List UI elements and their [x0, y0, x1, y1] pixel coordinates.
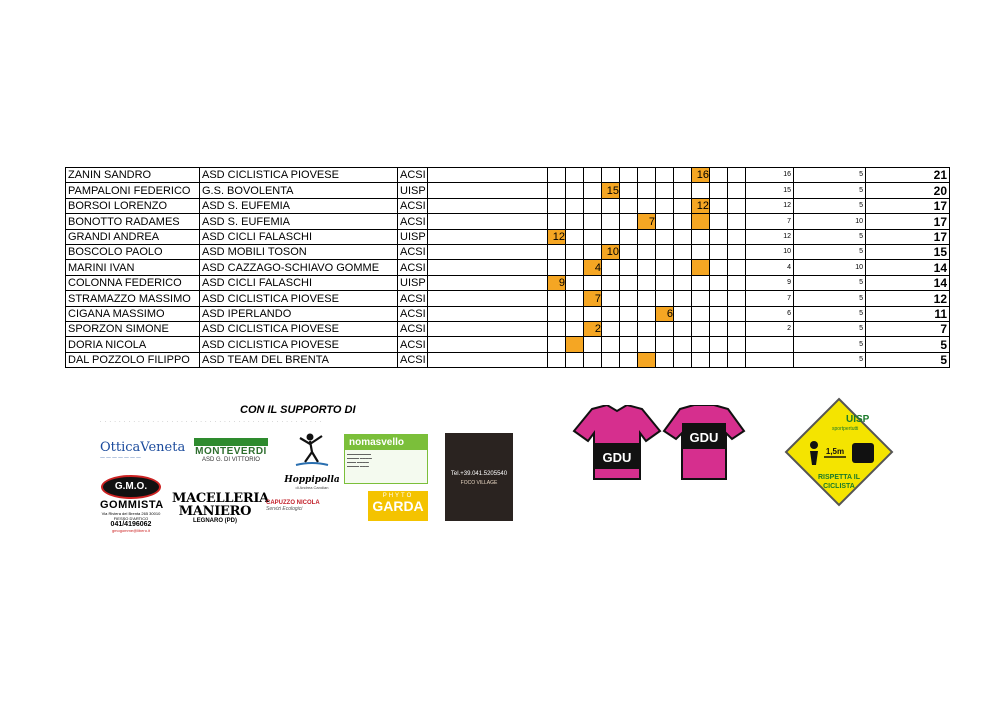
rider-name-cell: DORIA NICOLA: [66, 337, 200, 352]
empty-cell: [428, 198, 548, 213]
total-cell: 11: [866, 306, 950, 321]
rider-name-cell: MARINI IVAN: [66, 260, 200, 275]
race-points-cell: [566, 306, 584, 321]
points-cell: 15: [746, 183, 794, 198]
race-points-cell: [566, 229, 584, 244]
ottica-veneta-logo: OtticaVeneta ———————: [100, 440, 186, 461]
empty-cell: [428, 229, 548, 244]
participation-cell: 10: [794, 214, 866, 229]
race-points-cell: [692, 321, 710, 336]
race-points-cell: [566, 244, 584, 259]
race-points-cell: [548, 198, 566, 213]
team-cell: ASD S. EUFEMIA: [200, 198, 398, 213]
race-points-cell: [602, 198, 620, 213]
uisp-line1: RISPETTA IL: [818, 474, 860, 481]
race-points-cell: [674, 352, 692, 367]
race-points-cell: [566, 337, 584, 352]
race-points-cell: [710, 260, 728, 275]
race-points-cell: [656, 168, 674, 183]
race-points-cell: [548, 291, 566, 306]
race-points-cell: 7: [584, 291, 602, 306]
team-cell: ASD CAZZAGO-SCHIAVO GOMME: [200, 260, 398, 275]
rider-name-cell: BOSCOLO PAOLO: [66, 244, 200, 259]
empty-cell: [428, 275, 548, 290]
race-points-cell: [674, 198, 692, 213]
race-points-cell: [584, 337, 602, 352]
table-row: [66, 306, 950, 321]
race-points-cell: [656, 337, 674, 352]
race-points-cell: [656, 214, 674, 229]
race-points-cell: [710, 183, 728, 198]
organization-cell: UISP: [398, 229, 428, 244]
race-points-cell: [620, 244, 638, 259]
participation-cell: 5: [794, 275, 866, 290]
race-points-cell: [692, 229, 710, 244]
uisp-rispetta-ciclista-sign: [784, 397, 894, 507]
race-points-cell: 16: [692, 168, 710, 183]
race-points-cell: [638, 352, 656, 367]
race-points-cell: [584, 214, 602, 229]
race-points-cell: [656, 229, 674, 244]
spacer-cell: [728, 260, 746, 275]
race-points-cell: [548, 260, 566, 275]
team-cell: ASD CICLISTICA PIOVESE: [200, 291, 398, 306]
organization-cell: ACSI: [398, 198, 428, 213]
race-points-cell: [656, 198, 674, 213]
race-points-cell: [692, 352, 710, 367]
race-points-cell: [602, 291, 620, 306]
race-points-cell: [602, 306, 620, 321]
empty-cell: [428, 321, 548, 336]
total-cell: 7: [866, 321, 950, 336]
table-row: [66, 183, 950, 198]
jersey-back-text: GDU: [689, 430, 719, 445]
race-points-cell: [548, 168, 566, 183]
race-points-cell: [674, 306, 692, 321]
race-points-cell: [692, 337, 710, 352]
race-points-cell: [710, 168, 728, 183]
organization-cell: ACSI: [398, 244, 428, 259]
race-points-cell: [566, 260, 584, 275]
team-cell: ASD CICLISTICA PIOVESE: [200, 321, 398, 336]
race-points-cell: [602, 337, 620, 352]
race-points-cell: [584, 168, 602, 183]
points-cell: 6: [746, 306, 794, 321]
race-points-cell: [656, 260, 674, 275]
participation-cell: 5: [794, 352, 866, 367]
empty-cell: [428, 291, 548, 306]
phyto-garda-logo: PHYTO GARDA: [368, 491, 428, 521]
race-points-cell: 15: [602, 183, 620, 198]
race-points-cell: [566, 321, 584, 336]
race-points-cell: [710, 352, 728, 367]
table-row: [66, 229, 950, 244]
jersey-front-image: [572, 405, 662, 481]
race-points-cell: [710, 275, 728, 290]
race-points-cell: [710, 291, 728, 306]
race-points-cell: [602, 275, 620, 290]
race-points-cell: [566, 275, 584, 290]
race-points-cell: [584, 198, 602, 213]
race-points-cell: [548, 306, 566, 321]
points-cell: 12: [746, 198, 794, 213]
race-points-cell: [620, 306, 638, 321]
rider-name-cell: COLONNA FEDERICO: [66, 275, 200, 290]
points-cell: 12: [746, 229, 794, 244]
empty-cell: [428, 244, 548, 259]
total-cell: 20: [866, 183, 950, 198]
uisp-line2: CICLISTA: [823, 483, 855, 490]
race-points-cell: [710, 229, 728, 244]
race-points-cell: [620, 352, 638, 367]
organization-cell: ACSI: [398, 337, 428, 352]
total-cell: 14: [866, 275, 950, 290]
empty-cell: [428, 168, 548, 183]
race-points-cell: [620, 229, 638, 244]
race-points-cell: [566, 352, 584, 367]
race-points-cell: [602, 260, 620, 275]
participation-cell: 5: [794, 337, 866, 352]
participation-cell: 5: [794, 229, 866, 244]
points-cell: 10: [746, 244, 794, 259]
rider-name-cell: CIGANA MASSIMO: [66, 306, 200, 321]
race-points-cell: [548, 214, 566, 229]
total-cell: 5: [866, 337, 950, 352]
race-points-cell: [692, 244, 710, 259]
table-row: [66, 275, 950, 290]
uisp-brand: UISP: [846, 414, 870, 425]
organization-cell: UISP: [398, 275, 428, 290]
spacer-cell: [728, 183, 746, 198]
race-points-cell: [566, 291, 584, 306]
race-points-cell: [638, 337, 656, 352]
participation-cell: 5: [794, 198, 866, 213]
points-cell: 7: [746, 214, 794, 229]
race-points-cell: [656, 275, 674, 290]
ranking-table: [65, 167, 950, 368]
total-cell: 17: [866, 214, 950, 229]
race-points-cell: [656, 352, 674, 367]
spacer-cell: [728, 306, 746, 321]
race-points-cell: [620, 275, 638, 290]
race-points-cell: [692, 260, 710, 275]
race-points-cell: [602, 168, 620, 183]
table-row: [66, 321, 950, 336]
spacer-cell: [728, 244, 746, 259]
race-points-cell: [692, 275, 710, 290]
race-points-cell: 2: [584, 321, 602, 336]
race-points-cell: [710, 337, 728, 352]
race-points-cell: [674, 229, 692, 244]
race-points-cell: [674, 321, 692, 336]
race-points-cell: [674, 275, 692, 290]
total-cell: 5: [866, 352, 950, 367]
spacer-cell: [728, 321, 746, 336]
jersey-front-text: GDU: [602, 450, 632, 465]
uisp-sub: sportpertutti: [832, 426, 859, 432]
uisp-distance: 1,5m: [825, 447, 845, 456]
race-points-cell: [620, 291, 638, 306]
participation-cell: 5: [794, 291, 866, 306]
total-cell: 12: [866, 291, 950, 306]
team-cell: ASD MOBILI TOSON: [200, 244, 398, 259]
table-row: [66, 244, 950, 259]
race-points-cell: [584, 244, 602, 259]
team-cell: ASD S. EUFEMIA: [200, 214, 398, 229]
team-cell: ASD CICLI FALASCHI: [200, 275, 398, 290]
race-points-cell: [638, 244, 656, 259]
rider-name-cell: BONOTTO RADAMES: [66, 214, 200, 229]
race-points-cell: [620, 260, 638, 275]
race-points-cell: [710, 198, 728, 213]
race-points-cell: [620, 337, 638, 352]
race-points-cell: [656, 183, 674, 198]
race-points-cell: [584, 306, 602, 321]
spacer-cell: [728, 352, 746, 367]
hoppipolla-logo: Hoppipolla di Andrea Candian: [283, 432, 341, 488]
race-points-cell: [674, 183, 692, 198]
jersey-back-image: [662, 405, 746, 481]
race-points-cell: [548, 352, 566, 367]
rider-name-cell: SPORZON SIMONE: [66, 321, 200, 336]
race-points-cell: [638, 183, 656, 198]
race-points-cell: [584, 352, 602, 367]
race-points-cell: [638, 168, 656, 183]
race-points-cell: [692, 306, 710, 321]
race-points-cell: 9: [548, 275, 566, 290]
race-points-cell: [656, 321, 674, 336]
race-points-cell: [674, 337, 692, 352]
organization-cell: ACSI: [398, 260, 428, 275]
team-cell: ASD TEAM DEL BRENTA: [200, 352, 398, 367]
race-points-cell: [638, 306, 656, 321]
total-cell: 14: [866, 260, 950, 275]
race-points-cell: [638, 291, 656, 306]
race-points-cell: [548, 183, 566, 198]
organization-cell: UISP: [398, 183, 428, 198]
race-points-cell: [548, 244, 566, 259]
points-cell: 4: [746, 260, 794, 275]
race-points-cell: [584, 183, 602, 198]
total-cell: 15: [866, 244, 950, 259]
table-row: [66, 214, 950, 229]
rider-name-cell: GRANDI ANDREA: [66, 229, 200, 244]
race-points-cell: [710, 214, 728, 229]
table-row: [66, 198, 950, 213]
faint-sponsor-row: . . . . . . . . . . . . . . . . . . . . . . . . . . . . . . . . . . . . . . . . . . . . . . .: [100, 418, 323, 424]
table-row: [66, 337, 950, 352]
organization-cell: ACSI: [398, 321, 428, 336]
spacer-cell: [728, 229, 746, 244]
table-row: [66, 291, 950, 306]
team-cell: ASD IPERLANDO: [200, 306, 398, 321]
race-points-cell: [692, 291, 710, 306]
spacer-cell: [728, 337, 746, 352]
race-points-cell: [656, 291, 674, 306]
race-points-cell: 4: [584, 260, 602, 275]
monteverdi-logo: MONTEVERDI ASD G. DI VITTORIO: [194, 438, 268, 468]
race-points-cell: [566, 168, 584, 183]
race-points-cell: [710, 306, 728, 321]
participation-cell: 10: [794, 260, 866, 275]
race-points-cell: [638, 275, 656, 290]
foco-village-ad: Tel.+39.041.5205540 FOCO VILLAGE: [445, 433, 513, 521]
participation-cell: 5: [794, 321, 866, 336]
points-cell: 16: [746, 168, 794, 183]
organization-cell: ACSI: [398, 168, 428, 183]
participation-cell: 5: [794, 183, 866, 198]
participation-cell: 5: [794, 168, 866, 183]
team-cell: ASD CICLISTICA PIOVESE: [200, 168, 398, 183]
race-points-cell: [602, 214, 620, 229]
rider-name-cell: STRAMAZZO MASSIMO: [66, 291, 200, 306]
jumping-figure-icon: [292, 432, 332, 468]
race-points-cell: [710, 321, 728, 336]
spacer-cell: [728, 214, 746, 229]
points-cell: 2: [746, 321, 794, 336]
race-points-cell: [602, 352, 620, 367]
organization-cell: ACSI: [398, 306, 428, 321]
race-points-cell: [710, 244, 728, 259]
race-points-cell: [566, 183, 584, 198]
race-points-cell: [620, 183, 638, 198]
race-points-cell: [638, 198, 656, 213]
empty-cell: [428, 183, 548, 198]
organization-cell: ACSI: [398, 214, 428, 229]
team-cell: ASD CICLISTICA PIOVESE: [200, 337, 398, 352]
race-points-cell: [674, 244, 692, 259]
race-points-cell: [620, 168, 638, 183]
rider-name-cell: BORSOI LORENZO: [66, 198, 200, 213]
race-points-cell: [674, 214, 692, 229]
race-points-cell: [620, 321, 638, 336]
race-points-cell: [638, 260, 656, 275]
organization-cell: ACSI: [398, 291, 428, 306]
race-points-cell: [674, 260, 692, 275]
race-points-cell: [620, 214, 638, 229]
race-points-cell: [584, 229, 602, 244]
race-points-cell: 6: [656, 306, 674, 321]
empty-cell: [428, 352, 548, 367]
rider-name-cell: PAMPALONI FEDERICO: [66, 183, 200, 198]
support-title: CON IL SUPPORTO DI: [240, 404, 356, 416]
race-points-cell: [674, 291, 692, 306]
race-points-cell: 12: [548, 229, 566, 244]
race-points-cell: [656, 244, 674, 259]
race-points-cell: [566, 198, 584, 213]
table-row: [66, 352, 950, 367]
gmo-gommista-logo: G.M.O. GOMMISTA Via Riviera del Brenta 265 30010 FIESSO D'ARTICO 041/4196062 gmogomme@libero.it: [100, 475, 162, 533]
team-cell: G.S. BOVOLENTA: [200, 183, 398, 198]
points-cell: 7: [746, 291, 794, 306]
rider-name-cell: ZANIN SANDRO: [66, 168, 200, 183]
race-points-cell: [620, 198, 638, 213]
spacer-cell: [728, 168, 746, 183]
race-points-cell: 7: [638, 214, 656, 229]
spacer-cell: [728, 198, 746, 213]
participation-cell: 5: [794, 306, 866, 321]
empty-cell: [428, 214, 548, 229]
race-points-cell: [692, 183, 710, 198]
capuzzo-nicola-logo: CAPUZZO NICOLA Servizi Ecologici: [266, 500, 320, 512]
race-points-cell: 10: [602, 244, 620, 259]
race-points-cell: [602, 229, 620, 244]
spacer-cell: [728, 291, 746, 306]
organization-cell: ACSI: [398, 352, 428, 367]
nomasvello-logo: nomasvello ▬▬▬▬▬▬▬▬ ▬▬▬▬ ▬▬▬▬ ▬▬▬ ▬▬▬▬ ▬▬▬▬ ▬▬▬: [344, 434, 428, 484]
race-points-cell: [638, 229, 656, 244]
empty-cell: [428, 260, 548, 275]
race-points-cell: [674, 168, 692, 183]
points-cell: 9: [746, 275, 794, 290]
total-cell: 21: [866, 168, 950, 183]
race-points-cell: [602, 321, 620, 336]
race-points-cell: [584, 275, 602, 290]
race-points-cell: [692, 214, 710, 229]
points-cell: [746, 352, 794, 367]
total-cell: 17: [866, 198, 950, 213]
race-points-cell: [566, 214, 584, 229]
team-cell: ASD CICLI FALASCHI: [200, 229, 398, 244]
rider-name-cell: DAL POZZOLO FILIPPO: [66, 352, 200, 367]
table-row: [66, 168, 950, 183]
participation-cell: 5: [794, 244, 866, 259]
points-cell: [746, 337, 794, 352]
race-points-cell: [548, 321, 566, 336]
table-row: [66, 260, 950, 275]
race-points-cell: 12: [692, 198, 710, 213]
empty-cell: [428, 337, 548, 352]
race-points-cell: [638, 321, 656, 336]
empty-cell: [428, 306, 548, 321]
race-points-cell: [548, 337, 566, 352]
spacer-cell: [728, 275, 746, 290]
macelleria-maniero-logo: MACELLERIA MANIERO LEGNARO (PD): [172, 491, 269, 524]
total-cell: 17: [866, 229, 950, 244]
